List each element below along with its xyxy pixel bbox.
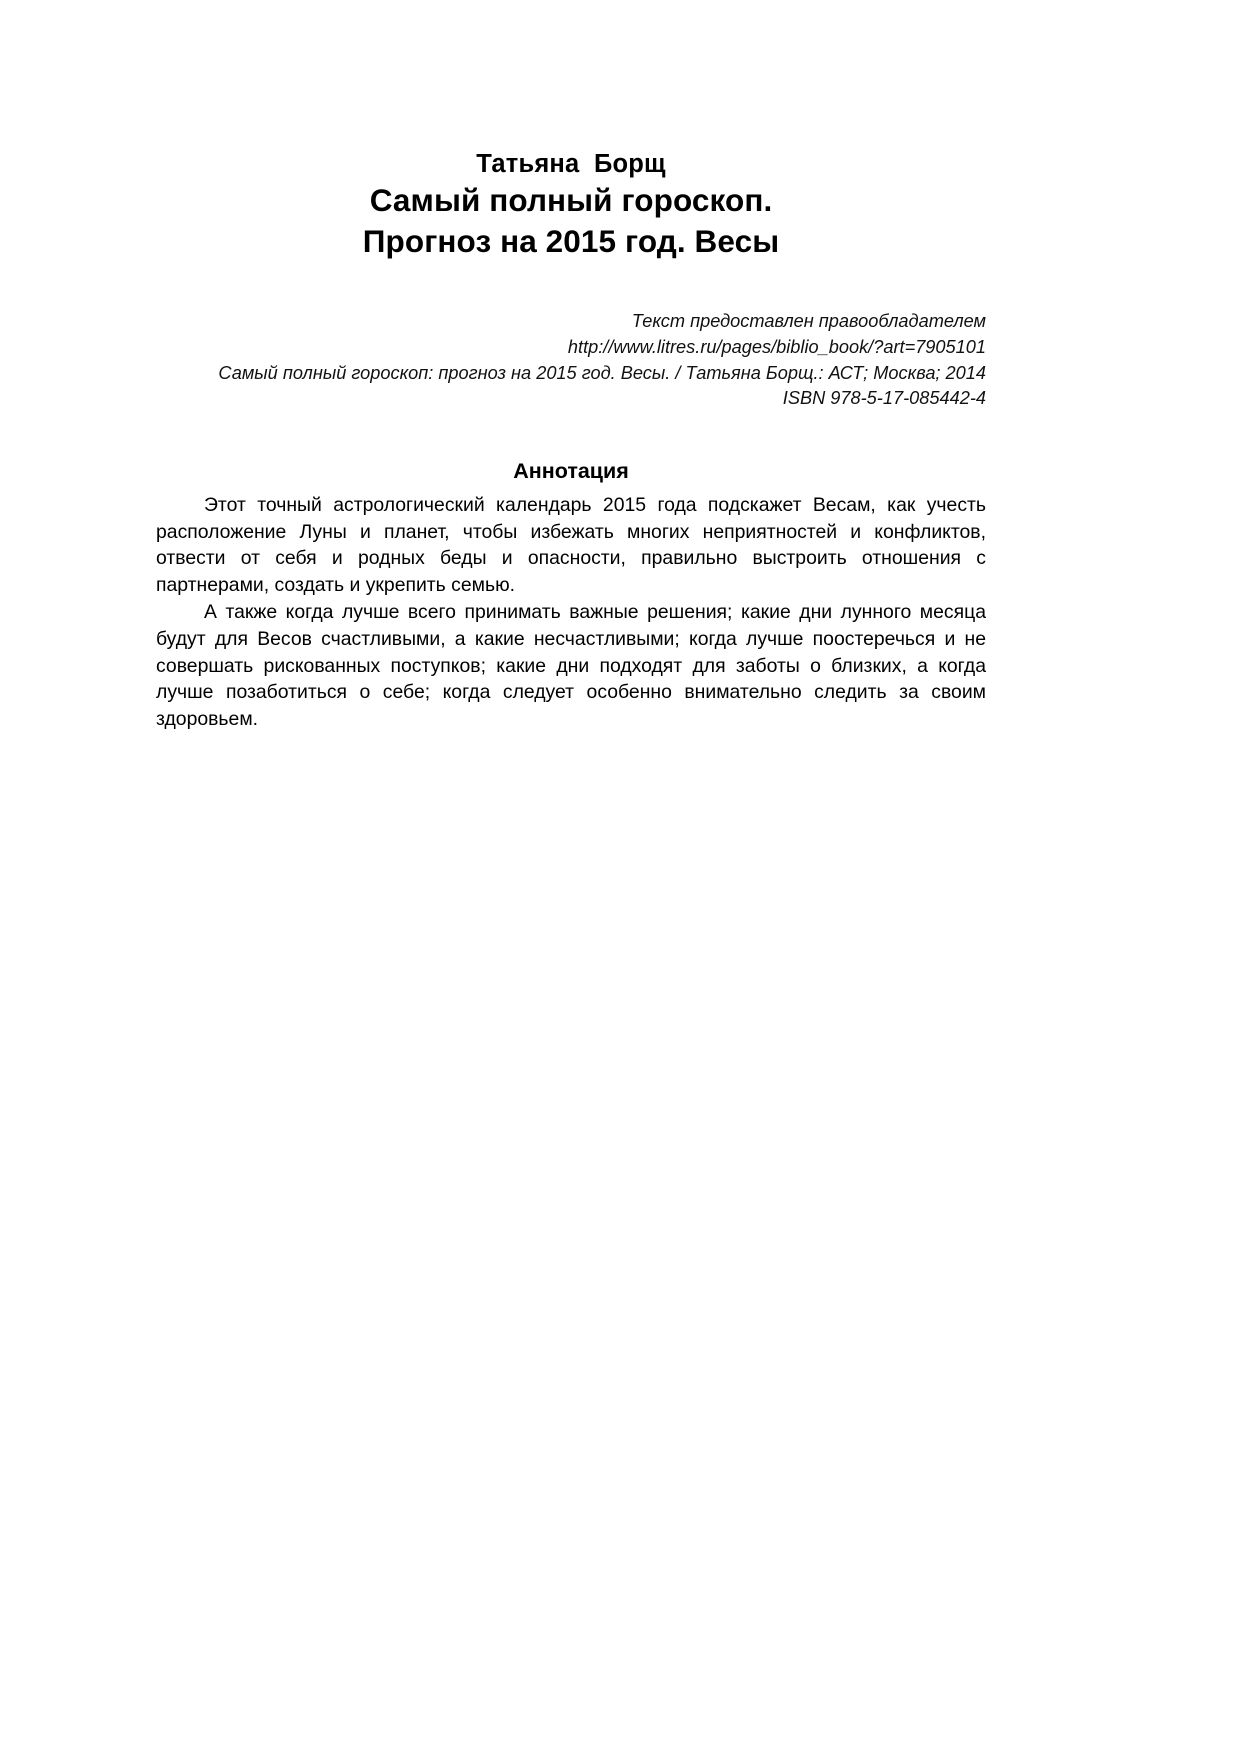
annotation-body bbox=[156, 492, 986, 733]
page-content-column bbox=[156, 0, 986, 733]
annotation-paragraph-1: Этот точный астрологический календарь 2015 года подскажет Весам, как учесть расположение Луны и планет, чтобы избежать многих неприятностей и конфликтов, отвести от себя и родных беды и опасности, правильно выстроить отношения с партнерами, создать и укрепить семью. bbox=[156, 493, 986, 597]
imprint-isbn-line: ISBN 978-5-17-085442-4 bbox=[782, 388, 986, 409]
title-block bbox=[156, 148, 986, 261]
imprint-source-url: http://www.litres.ru/pages/biblio_book/?art=7905101 bbox=[567, 337, 986, 358]
imprint-rights-line: Текст предоставлен правообладателем bbox=[631, 311, 986, 332]
annotation-heading: Аннотация bbox=[513, 459, 629, 483]
book-title-line-2: Прогноз на 2015 год. Весы bbox=[362, 222, 780, 259]
imprint-block bbox=[156, 309, 986, 412]
author-name: Татьяна Борщ bbox=[476, 150, 666, 178]
annotation-paragraph-2: А также когда лучше всего принимать важные решения; какие дни лунного месяца будут для Весов счастливыми, а какие несчастливыми; когда лучше поостеречься и не совершать рискованных поступков; какие дни подходят для заботы о близких, а когда лучше позаботиться о себе; когда следует особенно внимательно следить за своим здоровьем. bbox=[156, 601, 986, 731]
book-title-line-1: Самый полный гороскоп. bbox=[369, 182, 773, 219]
imprint-citation-line: Самый полный гороскоп: прогноз на 2015 год. Весы. / Татьяна Борщ.: АСТ; Москва; 2014 bbox=[218, 362, 986, 383]
